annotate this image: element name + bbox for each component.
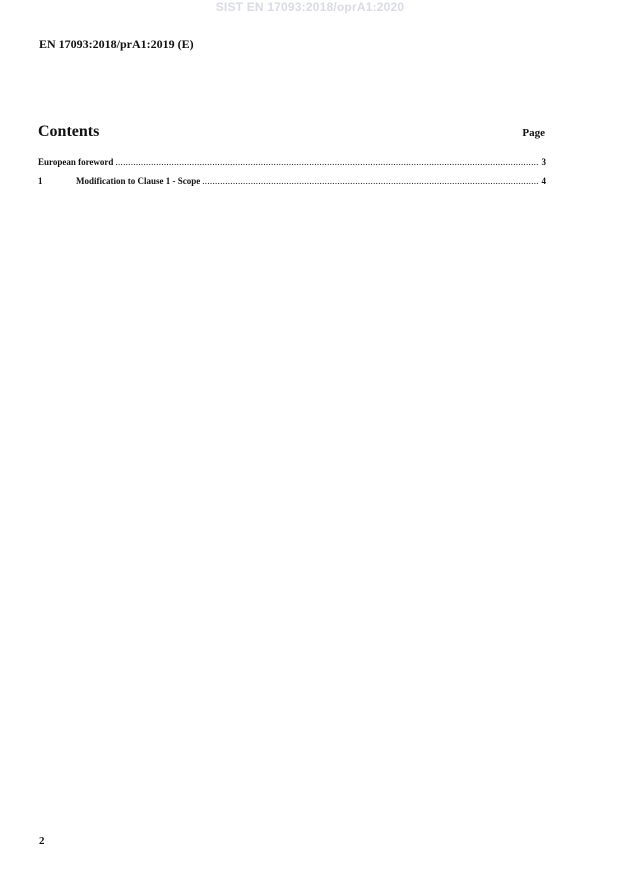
document-id-header: EN 17093:2018/prA1:2019 (E) [39,37,194,51]
page-number: 2 [39,835,45,847]
toc-entry-clause-1[interactable] [38,176,546,195]
page-column-label: Page [522,127,545,139]
toc-entry-foreword[interactable] [38,157,546,176]
toc-entry-page: 4 [541,176,546,186]
toc-leader-dots [115,157,538,167]
table-of-contents [38,157,546,195]
toc-entry-number: 1 [38,176,43,186]
toc-entry-page: 3 [541,157,546,167]
contents-title: Contents [38,123,100,140]
toc-leader-dots [202,176,538,186]
toc-entry-title: European foreword [38,157,114,167]
watermark: SIST EN 17093:2018/oprA1:2020 [215,0,405,14]
toc-entry-title: Modification to Clause 1 - Scope [76,176,201,186]
